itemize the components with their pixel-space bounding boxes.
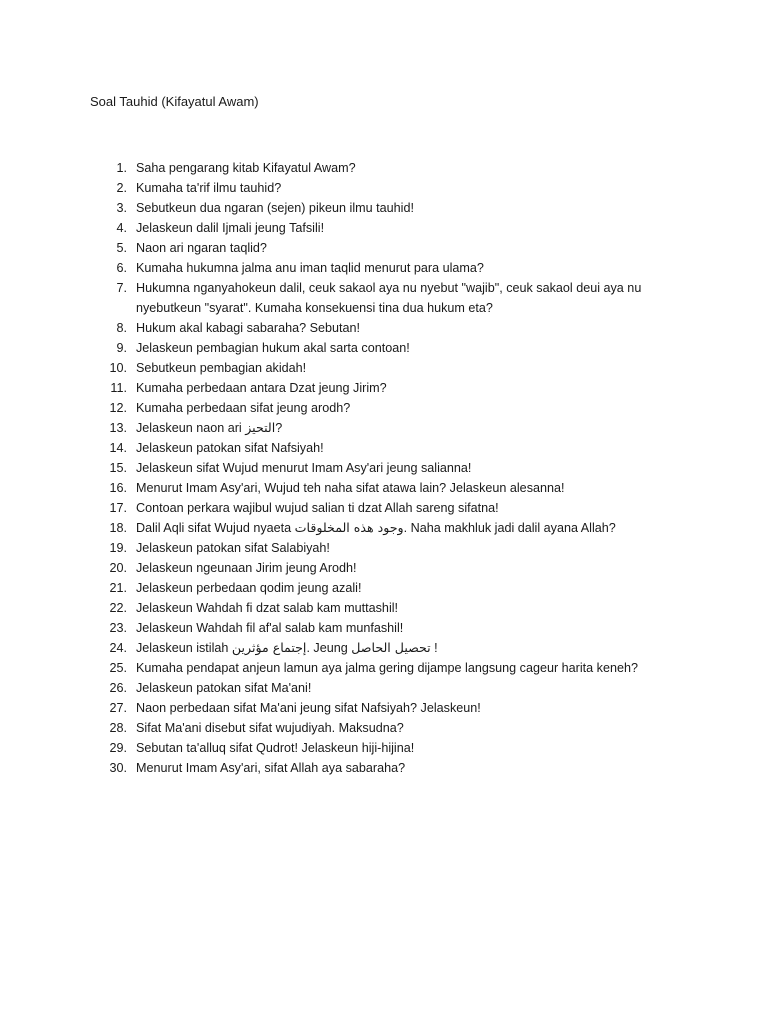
question-text: Jelaskeun dalil Ijmali jeung Tafsili!	[136, 221, 325, 235]
question-number: 5.	[116, 241, 127, 255]
question-number: 27.	[109, 701, 127, 715]
question-number: 9.	[116, 341, 127, 355]
question-text: Jelaskeun perbedaan qodim jeung azali!	[136, 581, 362, 595]
arabic-term: إجتماع مؤثرين	[231, 640, 307, 655]
question-text: Jelaskeun Wahdah fil af'al salab kam munfashil!	[136, 621, 404, 635]
question-item	[0, 338, 768, 358]
question-number: 23.	[109, 621, 127, 635]
question-number: 14.	[109, 441, 127, 455]
question-text-part: . Jeung	[306, 641, 352, 655]
question-text: Jelaskeun sifat Wujud menurut Imam Asy'ari jeung salianna!	[136, 461, 472, 475]
question-text: Contoan perkara wajibul wujud salian ti dzat Allah sareng sifatna!	[136, 501, 499, 515]
question-item	[0, 198, 768, 218]
question-text: Sebutan ta'alluq sifat Qudrot! Jelaskeun hiji-hijina!	[136, 741, 415, 755]
question-number: 4.	[116, 221, 127, 235]
question-text: Kumaha ta'rif ilmu tauhid?	[136, 181, 282, 195]
question-item	[0, 378, 768, 398]
question-number: 26.	[109, 681, 127, 695]
question-text-part: Dalil Aqli sifat Wujud nyaeta	[136, 521, 295, 535]
question-number: 30.	[109, 761, 127, 775]
question-number: 7.	[116, 281, 127, 295]
question-item	[0, 218, 768, 238]
question-item	[0, 698, 768, 718]
question-number: 18.	[109, 521, 127, 535]
question-text: Kumaha perbedaan sifat jeung arodh?	[136, 401, 351, 415]
question-item	[0, 638, 768, 658]
question-number: 17.	[109, 501, 127, 515]
question-item	[0, 618, 768, 638]
arabic-term: التحيز	[245, 420, 276, 435]
question-item	[0, 538, 768, 558]
question-item	[0, 398, 768, 418]
question-number: 19.	[109, 541, 127, 555]
question-text: Menurut Imam Asy'ari, sifat Allah aya sabaraha?	[136, 761, 406, 775]
question-text: Kumaha pendapat anjeun lamun aya jalma gering dijampe langsung cageur harita keneh?	[136, 661, 638, 675]
question-number: 15.	[109, 461, 127, 475]
question-item	[0, 498, 768, 518]
question-item	[0, 658, 768, 678]
question-text: Jelaskeun patokan sifat Ma'ani!	[136, 681, 312, 695]
question-text: Menurut Imam Asy'ari, Wujud teh naha sifat atawa lain? Jelaskeun alesanna!	[136, 481, 565, 495]
question-item	[0, 358, 768, 378]
question-number: 1.	[116, 161, 127, 175]
question-item	[0, 418, 768, 438]
question-number: 13.	[109, 421, 127, 435]
question-number: 29.	[109, 741, 127, 755]
question-number: 8.	[116, 321, 127, 335]
question-item	[0, 258, 768, 278]
question-text: Jelaskeun pembagian hukum akal sarta contoan!	[136, 341, 410, 355]
question-text: Jelaskeun patokan sifat Salabiyah!	[136, 541, 330, 555]
question-text: Naon ari ngaran taqlid?	[136, 241, 267, 255]
question-item	[0, 178, 768, 198]
question-text-part: ?	[275, 421, 283, 435]
question-text: Hukumna nganyahokeun dalil, ceuk sakaol aya nu nyebut "wajib", ceuk sakaol deui aya nu nyebutkeun "syarat". Kumaha konsekuensi tina dua hukum eta?	[136, 281, 642, 315]
question-number: 6.	[116, 261, 127, 275]
question-item	[0, 318, 768, 338]
question-item	[0, 558, 768, 578]
question-item	[0, 278, 768, 318]
question-item	[0, 758, 768, 778]
question-number: 2.	[116, 181, 127, 195]
question-number: 21.	[109, 581, 127, 595]
question-number: 12.	[109, 401, 127, 415]
question-text: Sifat Ma'ani disebut sifat wujudiyah. Maksudna?	[136, 721, 404, 735]
question-text: Jelaskeun patokan sifat Nafsiyah!	[136, 441, 324, 455]
question-item	[0, 598, 768, 618]
question-number: 3.	[116, 201, 127, 215]
question-item	[0, 458, 768, 478]
question-text: Kumaha hukumna jalma anu iman taqlid menurut para ulama?	[136, 261, 484, 275]
question-text	[136, 518, 656, 538]
question-text: Naon perbedaan sifat Ma'ani jeung sifat Nafsiyah? Jelaskeun!	[136, 701, 481, 715]
arabic-term: وجود هذه المخلوقات	[294, 520, 404, 535]
question-item	[0, 718, 768, 738]
arabic-term: تحصيل الحاصل	[351, 640, 431, 655]
question-item	[0, 578, 768, 598]
question-text-part: . Naha makhluk jadi dalil ayana Allah?	[403, 521, 616, 535]
document-title: Soal Tauhid (Kifayatul Awam)	[90, 94, 259, 109]
question-number: 10.	[109, 361, 127, 375]
question-text: Hukum akal kabagi sabaraha? Sebutan!	[136, 321, 361, 335]
question-text	[136, 418, 656, 438]
question-number: 25.	[109, 661, 127, 675]
question-number: 22.	[109, 601, 127, 615]
question-number: 11.	[110, 381, 127, 395]
question-item	[0, 438, 768, 458]
question-item	[0, 478, 768, 498]
question-text: Kumaha perbedaan antara Dzat jeung Jirim?	[136, 381, 387, 395]
question-number: 16.	[109, 481, 127, 495]
question-text: Jelaskeun ngeunaan Jirim jeung Arodh!	[136, 561, 357, 575]
question-list	[0, 158, 768, 778]
question-item	[0, 518, 768, 538]
question-text: Jelaskeun Wahdah fi dzat salab kam muttashil!	[136, 601, 399, 615]
question-text: Sebutkeun pembagian akidah!	[136, 361, 307, 375]
question-text-part: !	[430, 641, 438, 655]
question-item	[0, 678, 768, 698]
question-text-part: Jelaskeun istilah	[136, 641, 232, 655]
question-number: 24.	[109, 641, 127, 655]
question-number: 28.	[109, 721, 127, 735]
question-text-part: Jelaskeun naon ari	[136, 421, 246, 435]
question-number: 20.	[109, 561, 127, 575]
question-text: Sebutkeun dua ngaran (sejen) pikeun ilmu tauhid!	[136, 201, 414, 215]
question-text: Saha pengarang kitab Kifayatul Awam?	[136, 161, 356, 175]
question-text	[136, 638, 656, 658]
question-item	[0, 738, 768, 758]
question-item	[0, 238, 768, 258]
question-item	[0, 158, 768, 178]
